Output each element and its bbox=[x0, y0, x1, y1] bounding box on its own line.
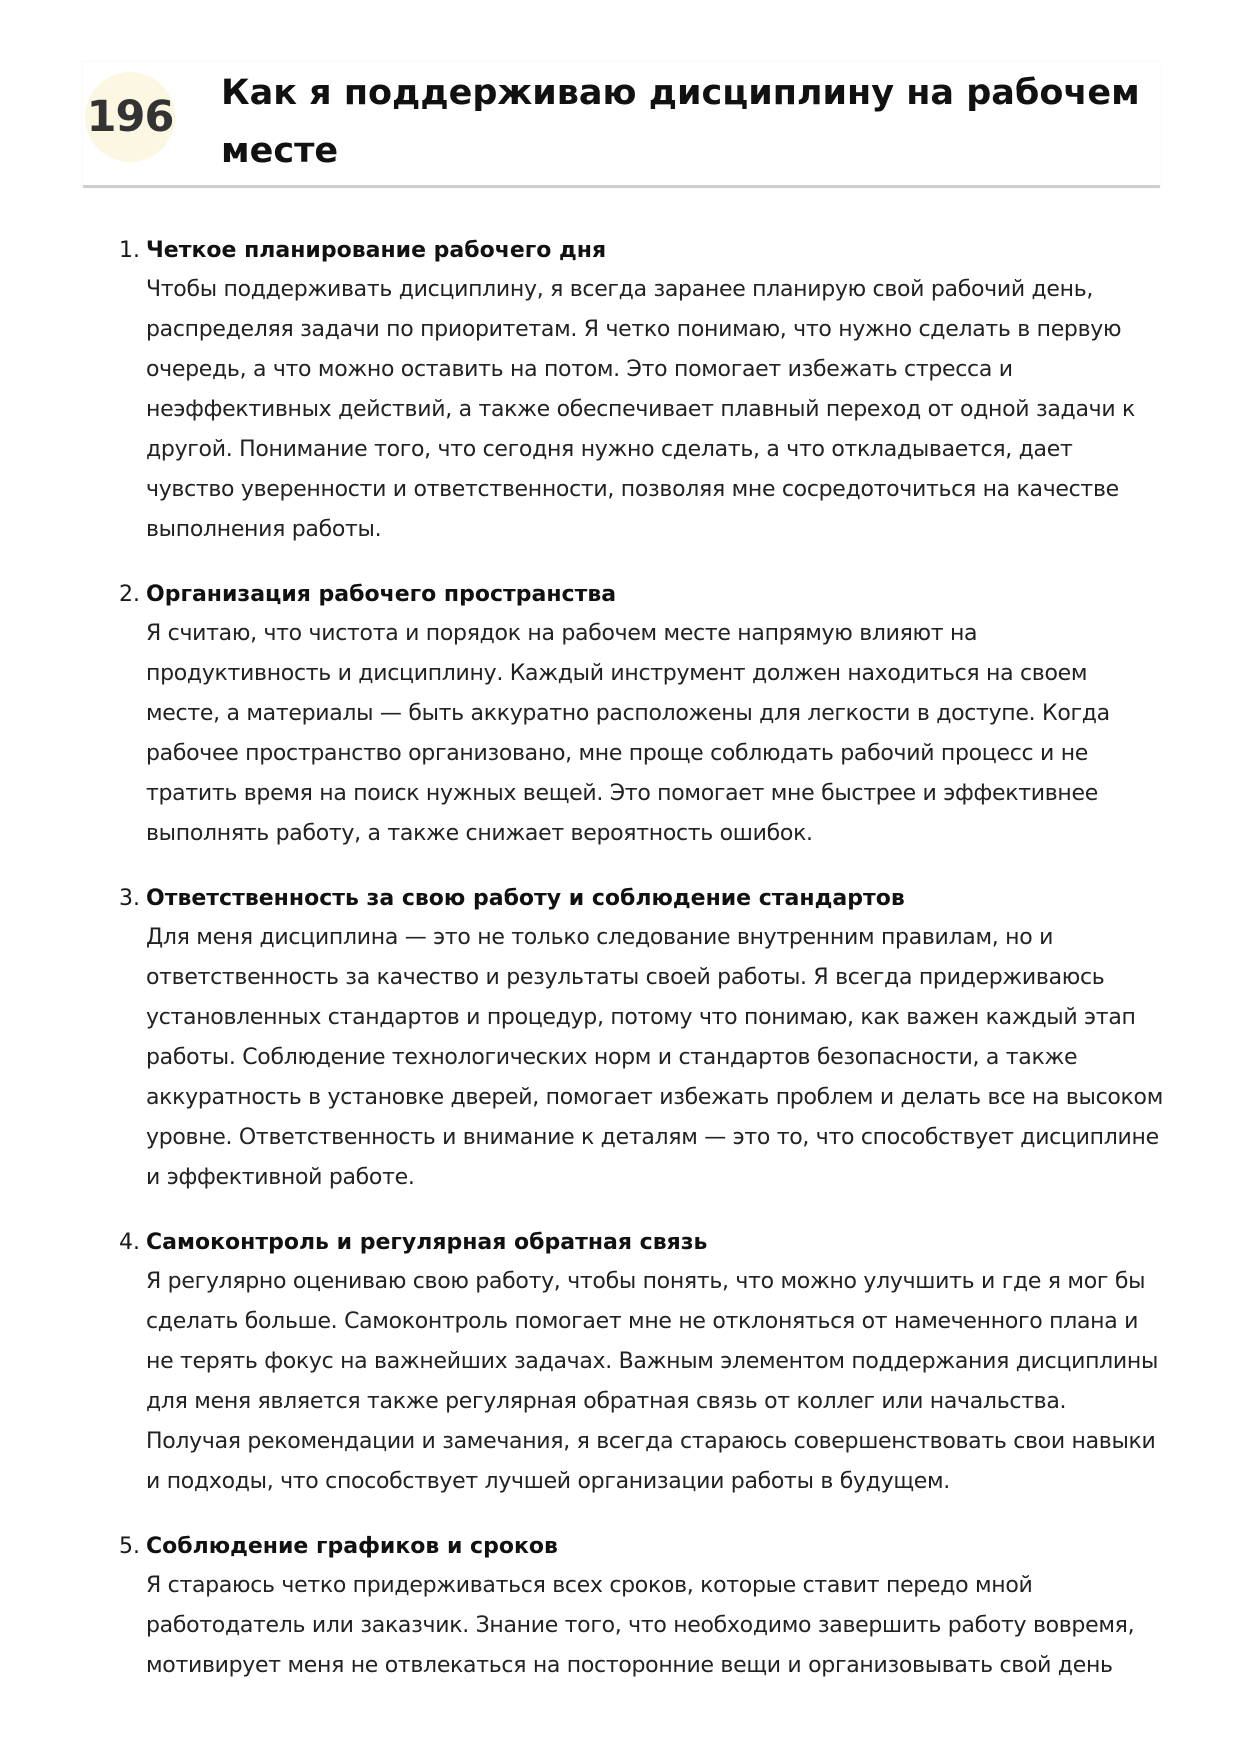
item-heading: Соблюдение графиков и сроков bbox=[146, 1534, 558, 1559]
item-heading: Ответственность за свою работу и соблюдение стандартов bbox=[146, 886, 905, 911]
page-title: Как я поддерживаю дисциплину на рабочем месте bbox=[221, 73, 1140, 171]
item-number: 5. bbox=[119, 1534, 140, 1559]
list-item bbox=[111, 1224, 1166, 1502]
item-text: Чтобы поддерживать дисциплину, я всегда заранее планирую свой рабочий день, распределяя задачи по приоритетам. Я четко понимаю, что нужно сделать в первую очередь, а что можно оставить на потом. Это помогает избежать стресса и неэффективных действий, а также обеспечивает плавный переход от одной задачи к другой. Понимание того, что сегодня нужно сделать, а что откладывается, дает чувство уверенности и ответственности, позволяя мне сосредоточиться на качестве выполнения работы. bbox=[146, 277, 1136, 542]
list-item bbox=[111, 576, 1166, 854]
list-item bbox=[111, 1528, 1166, 1686]
item-text: Я считаю, что чистота и порядок на рабочем месте напрямую влияют на продуктивность и дисциплину. Каждый инструмент должен находиться на своем месте, а материалы — быть аккуратно расположены для легкости в доступе. Когда рабочее пространство организовано, мне проще соблюдать рабочий процесс и не тратить время на поиск нужных вещей. Это помогает мне быстрее и эффективнее выполнять работу, а также снижает вероятность ошибок. bbox=[146, 621, 1110, 846]
item-number: 2. bbox=[119, 582, 140, 607]
item-heading: Четкое планирование рабочего дня bbox=[146, 238, 607, 263]
item-text: Я стараюсь четко придерживаться всех сроков, которые ставит передо мной работодатель или заказчик. Знание того, что необходимо завершить работу вовремя, мотивирует меня не отвлекаться на посторонние вещи и организовывать свой день bbox=[146, 1573, 1135, 1678]
numbered-list bbox=[111, 232, 1166, 1686]
item-number: 3. bbox=[119, 886, 140, 911]
item-number: 4. bbox=[119, 1230, 140, 1255]
item-text: Для меня дисциплина — это не только следование внутренним правилам, но и ответственность за качество и результаты своей работы. Я всегда придерживаюсь установленных стандартов и процедур, потому что понимаю, как важен каждый этап работы. Соблюдение технологических норм и стандартов безопасности, а также аккуратность в установке дверей, помогает избежать проблем и делать все на высоком уровне. Ответственность и внимание к деталям — это то, что способствует дисциплине и эффективной работе. bbox=[146, 925, 1164, 1190]
list-item bbox=[111, 232, 1166, 550]
list-item bbox=[111, 880, 1166, 1198]
item-heading: Самоконтроль и регулярная обратная связь bbox=[146, 1230, 708, 1255]
question-number-badge: 196 bbox=[85, 72, 175, 162]
item-number: 1. bbox=[119, 238, 140, 263]
page-header bbox=[83, 62, 1160, 188]
answer-content bbox=[111, 232, 1166, 1712]
item-heading: Организация рабочего пространства bbox=[146, 582, 617, 607]
item-text: Я регулярно оцениваю свою работу, чтобы понять, что можно улучшить и где я мог бы сделать больше. Самоконтроль помогает мне не отклоняться от намеченного плана и не терять фокус на важнейших задачах. Важным элементом поддержания дисциплины для меня является также регулярная обратная связь от коллег или начальства. Получая рекомендации и замечания, я всегда стараюсь совершенствовать свои навыки и подходы, что способствует лучшей организации работы в будущем. bbox=[146, 1269, 1159, 1494]
